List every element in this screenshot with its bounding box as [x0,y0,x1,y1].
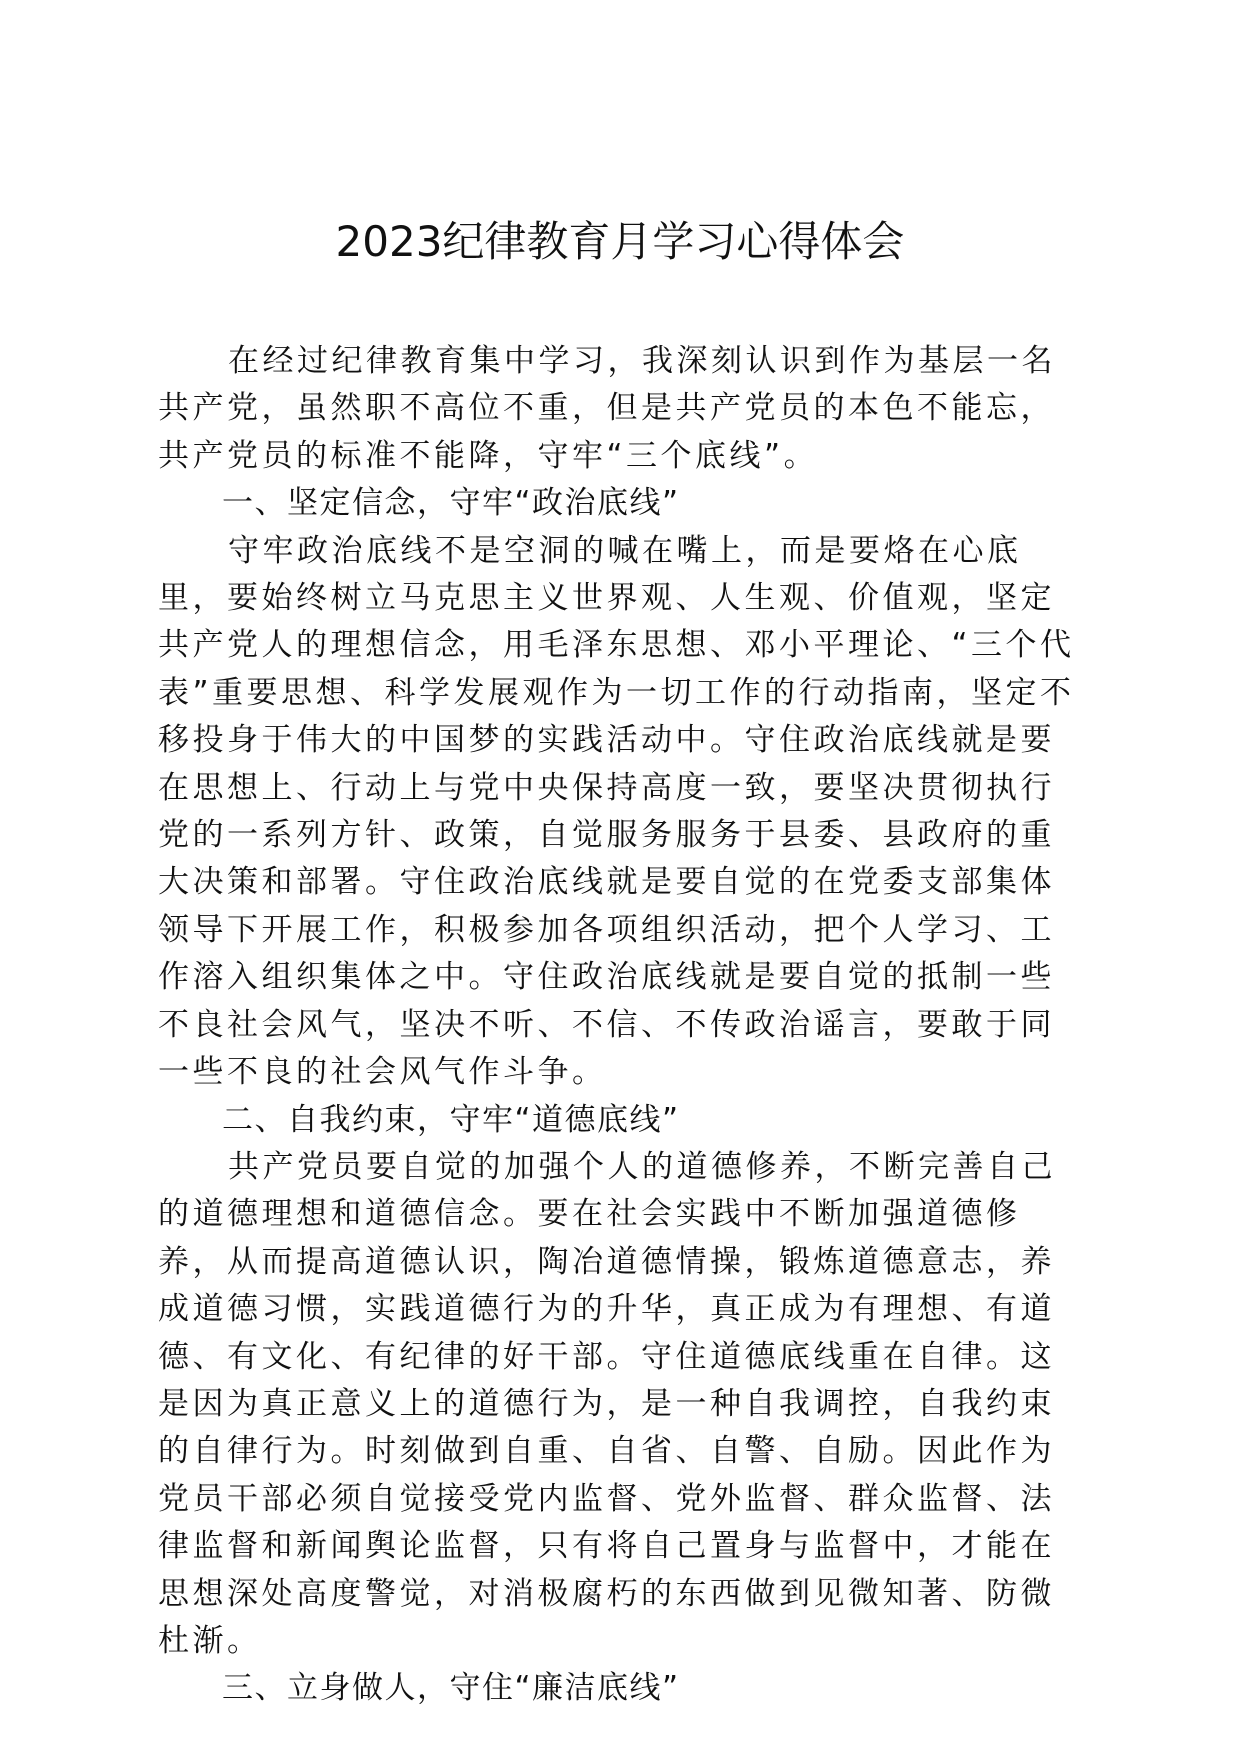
section-heading-moral: 二、自我约束，守牢“道德底线” [222,1101,680,1138]
intro-paragraph: 在经过纪律教育集中学习，我深刻认识到作为基层一名共产党，虽然职不高位不重，但是共产党员的本色不能忘，共产党员的标准不能降，守牢“三个底线”。 [158,343,1056,474]
document-body [158,338,1088,1713]
document-title: 2023纪律教育月学习心得体会 [335,217,905,266]
section-heading-integrity: 三、立身做人，守住“廉洁底线” [222,1670,680,1707]
section-heading-political: 一、坚定信念，守牢“政治底线” [222,485,680,522]
political-paragraph: 守牢政治底线不是空洞的喊在嘴上，而是要烙在心底里，要始终树立马克思主义世界观、人生观、价值观，坚定共产党人的理想信念，用毛泽东思想、邓小平理论、“三个代表”重要思想、科学发展观作为一切工作的行动指南，坚定不移投身于伟大的中国梦的实践活动中。守住政治底线就是要在思想上、行动上与党中央保持高度一致，要坚决贯彻执行党的一系列方针、政策，自觉服务服务于县委、县政府的重大决策和部署。守住政治底线就是要自觉的在党委支部集体领导下开展工作，积极参加各项组织活动，把个人学习、工作溶入组织集体之中。守住政治底线就是要自觉的抵制一些不良社会风气，坚决不听、不信、不传政治谣言，要敢于同一些不良的社会风气作斗争。 [158,532,1075,1091]
moral-paragraph: 共产党员要自觉的加强个人的道德修养，不断完善自己的道德理想和道德信念。要在社会实践中不断加强道德修养，从而提高道德认识，陶冶道德情操，锻炼道德意志，养成道德习惯，实践道德行为的升华，真正成为有理想、有道德、有文化、有纪律的好干部。守住道德底线重在自律。这是因为真正意义上的道德行为，是一种自我调控，自我约束的自律行为。时刻做到自重、自省、自警、自励。因此作为党员干部必须自觉接受党内监督、党外监督、群众监督、法律监督和新闻舆论监督，只有将自己置身与监督中，才能在思想深处高度警觉，对消极腐朽的东西做到见微知著、防微杜渐。 [158,1148,1056,1659]
